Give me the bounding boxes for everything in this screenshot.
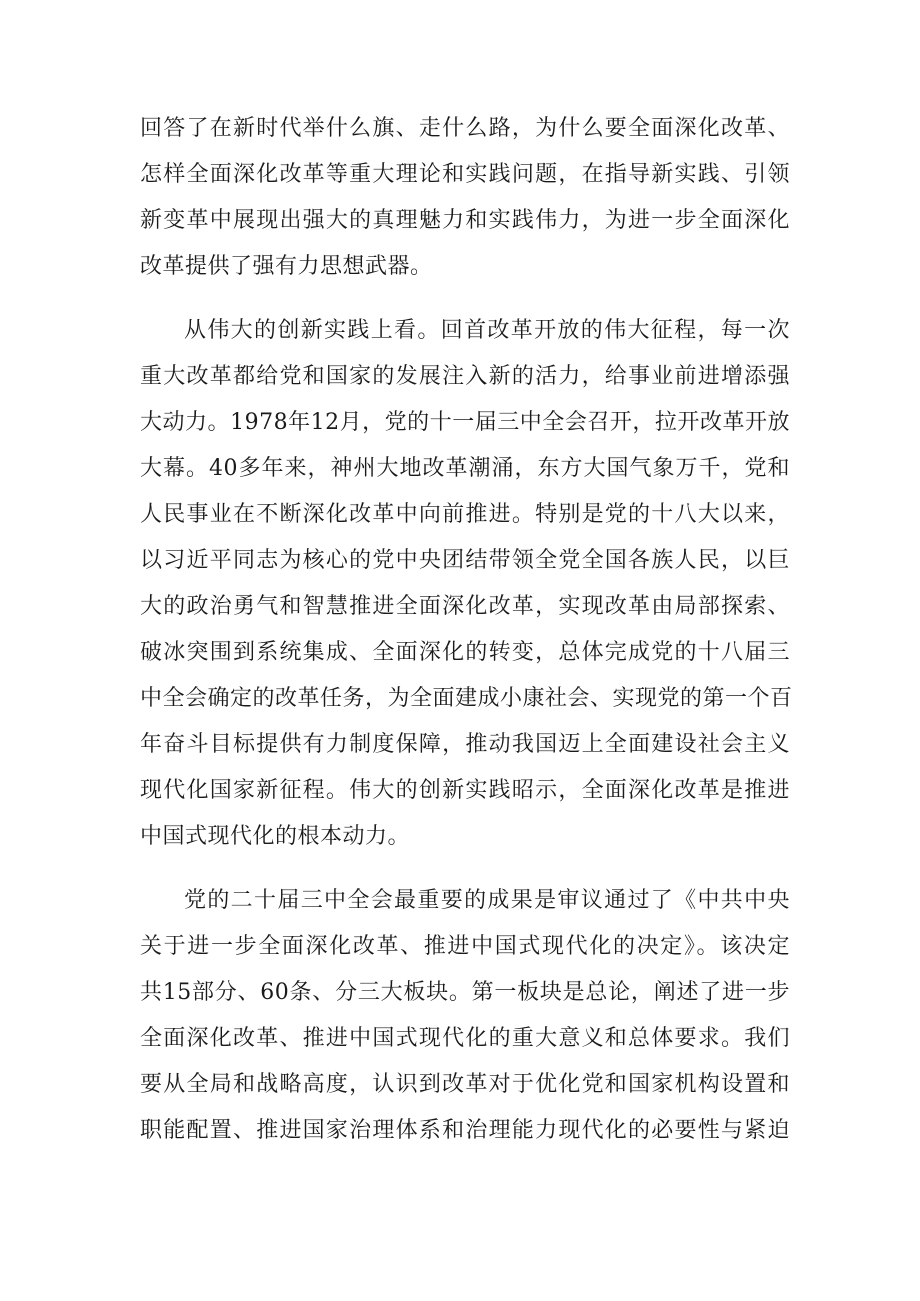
text-line: 中全会确定的改革任务，为全面建成小康社会、实现党的第一个百 [140,686,793,711]
paragraph-plenum-decision [140,878,790,1154]
text-line: 现代化国家新征程。伟大的创新实践昭示，全面深化改革是推进 [140,778,790,803]
text-line: 中国式现代化的根本动力。 [140,824,411,849]
text-line: 回答了在新时代举什么旗、走什么路，为什么要全面深化改革、 [140,116,790,141]
text-line: 重大改革都给党和国家的发展注入新的活力，给事业前进增添强 [140,364,790,389]
paragraph-innovation-practice [140,308,793,860]
text-line: 年奋斗目标提供有力制度保障，推动我国迈上全面建设社会主义 [140,732,790,757]
text-line: 以习近平同志为核心的党中央团结带领全党全国各族人民，以巨 [140,548,790,573]
text-line: 大幕。40多年来，神州大地改革潮涌，东方大国气象万千，党和 [140,456,790,481]
text-line: 共15部分、60条、分三大板块。第一板块是总论，阐述了进一步 [140,980,790,1005]
text-line: 全面深化改革、推进中国式现代化的重大意义和总体要求。我们 [140,1026,790,1051]
text-line: 破冰突围到系统集成、全面深化的转变，总体完成党的十八届三 [140,640,790,665]
text-line: 要从全局和战略高度，认识到改革对于优化党和国家机构设置和 [140,1072,790,1097]
text-line: 新变革中展现出强大的真理魅力和实践伟力，为进一步全面深化 [140,208,790,233]
text-line: 改革提供了强有力思想武器。 [140,254,433,279]
text-line: 大的政治勇气和智慧推进全面深化改革，实现改革由局部探索、 [140,594,790,619]
text-line: 关于进一步全面深化改革、推进中国式现代化的决定》。该决定 [140,934,790,959]
text-line: 职能配置、推进国家治理体系和治理能力现代化的必要性与紧迫 [140,1118,790,1143]
paragraph-continuation [140,106,790,290]
text-line: 怎样全面深化改革等重大理论和实践问题，在指导新实践、引领 [140,162,790,187]
text-line: 党的二十届三中全会最重要的成果是审议通过了《中共中央 [184,888,790,913]
text-line: 大动力。1978年12月，党的十一届三中全会召开，拉开改革开放 [140,410,790,435]
text-line: 人民事业在不断深化改革中向前推进。特别是党的十八大以来， [140,502,790,527]
text-line: 从伟大的创新实践上看。回首改革开放的伟大征程，每一次 [184,318,790,343]
